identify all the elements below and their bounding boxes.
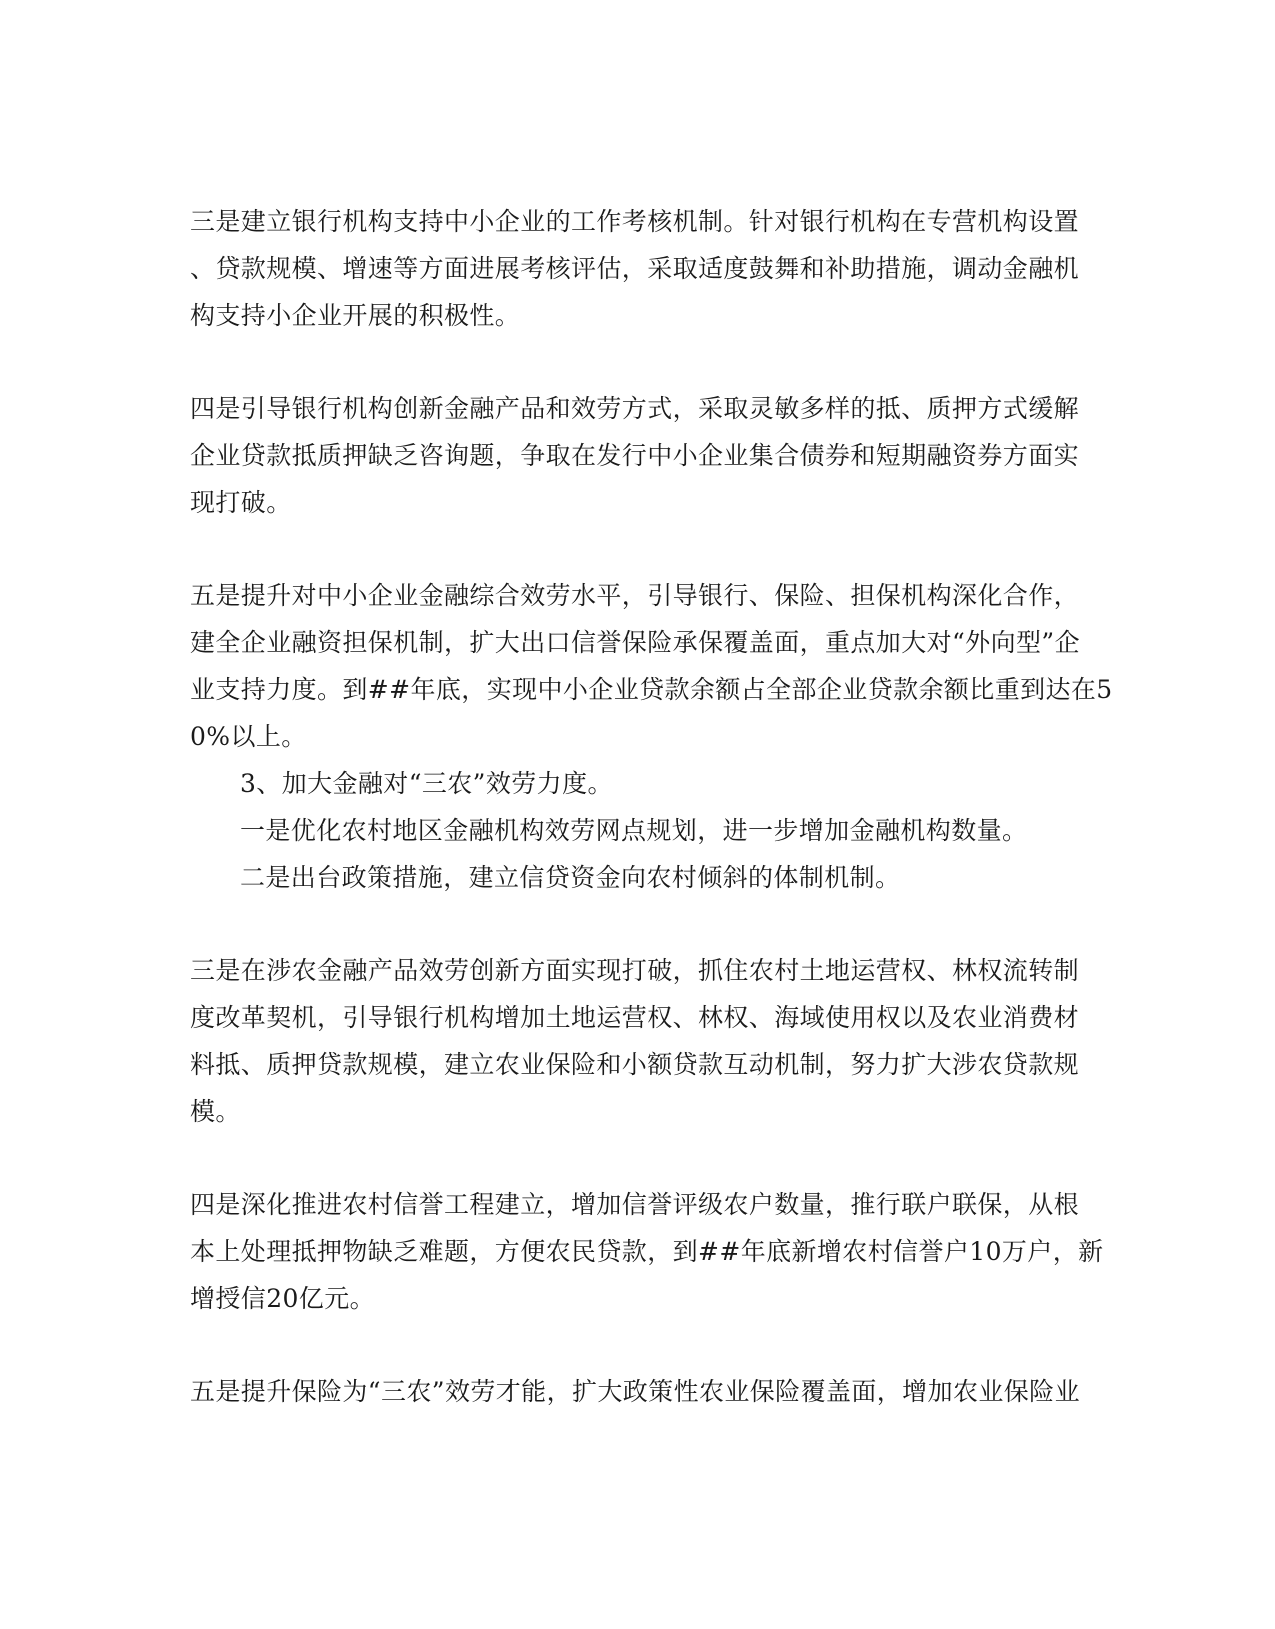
paragraph-5-line-2: 度改革契机，引导银行机构增加土地运营权、林权、海域使用权以及农业消费材	[190, 1003, 1080, 1032]
paragraph-7-line-1: 五是提升保险为“三农”效劳才能，扩大政策性农业保险覆盖面，增加农业保险业	[190, 1377, 1080, 1406]
paragraph-1-line-3: 构支持小企业开展的积极性。	[190, 301, 521, 330]
paragraph-3-line-2: 建全企业融资担保机制，扩大出口信誉保险承保覆盖面，重点加大对“外向型”企	[190, 628, 1080, 657]
paragraph-1-line-2: 、贷款规模、增速等方面进展考核评估，采取适度鼓舞和补助措施，调动金融机	[190, 254, 1080, 283]
paragraph-3-line-1: 五是提升对中小企业金融综合效劳水平，引导银行、保险、担保机构深化合作，	[190, 581, 1080, 610]
paragraph-1-line-1: 三是建立银行机构支持中小企业的工作考核机制。针对银行机构在专营机构设置	[190, 207, 1080, 236]
section-heading: 3、加大金融对“三农”效劳力度。	[240, 769, 613, 798]
paragraph-3-line-4: 0%以上。	[190, 722, 307, 751]
list-item: 二是出台政策措施，建立信贷资金向农村倾斜的体制机制。	[240, 863, 901, 892]
paragraph-2-line-1: 四是引导银行机构创新金融产品和效劳方式，采取灵敏多样的抵、质押方式缓解	[190, 394, 1080, 423]
paragraph-2-line-3: 现打破。	[190, 488, 292, 517]
paragraph-6-line-3: 增授信20亿元。	[190, 1284, 376, 1313]
list-item: 一是优化农村地区金融机构效劳网点规划，进一步增加金融机构数量。	[240, 816, 1028, 845]
paragraph-3-line-3: 业支持力度。到##年底，实现中小企业贷款余额占全部企业贷款余额比重到达在5	[190, 675, 1113, 704]
paragraph-6-line-2: 本上处理抵押物缺乏难题，方便农民贷款，到##年底新增农村信誉户10万户，新	[190, 1237, 1104, 1266]
paragraph-5-line-1: 三是在涉农金融产品效劳创新方面实现打破，抓住农村土地运营权、林权流转制	[190, 956, 1080, 985]
paragraph-5-line-4: 模。	[190, 1097, 241, 1126]
paragraph-6-line-1: 四是深化推进农村信誉工程建立，增加信誉评级农户数量，推行联户联保，从根	[190, 1190, 1080, 1219]
paragraph-2-line-2: 企业贷款抵质押缺乏咨询题，争取在发行中小企业集合债券和短期融资券方面实	[190, 441, 1080, 470]
paragraph-5-line-3: 料抵、质押贷款规模，建立农业保险和小额贷款互动机制，努力扩大涉农贷款规	[190, 1050, 1080, 1079]
